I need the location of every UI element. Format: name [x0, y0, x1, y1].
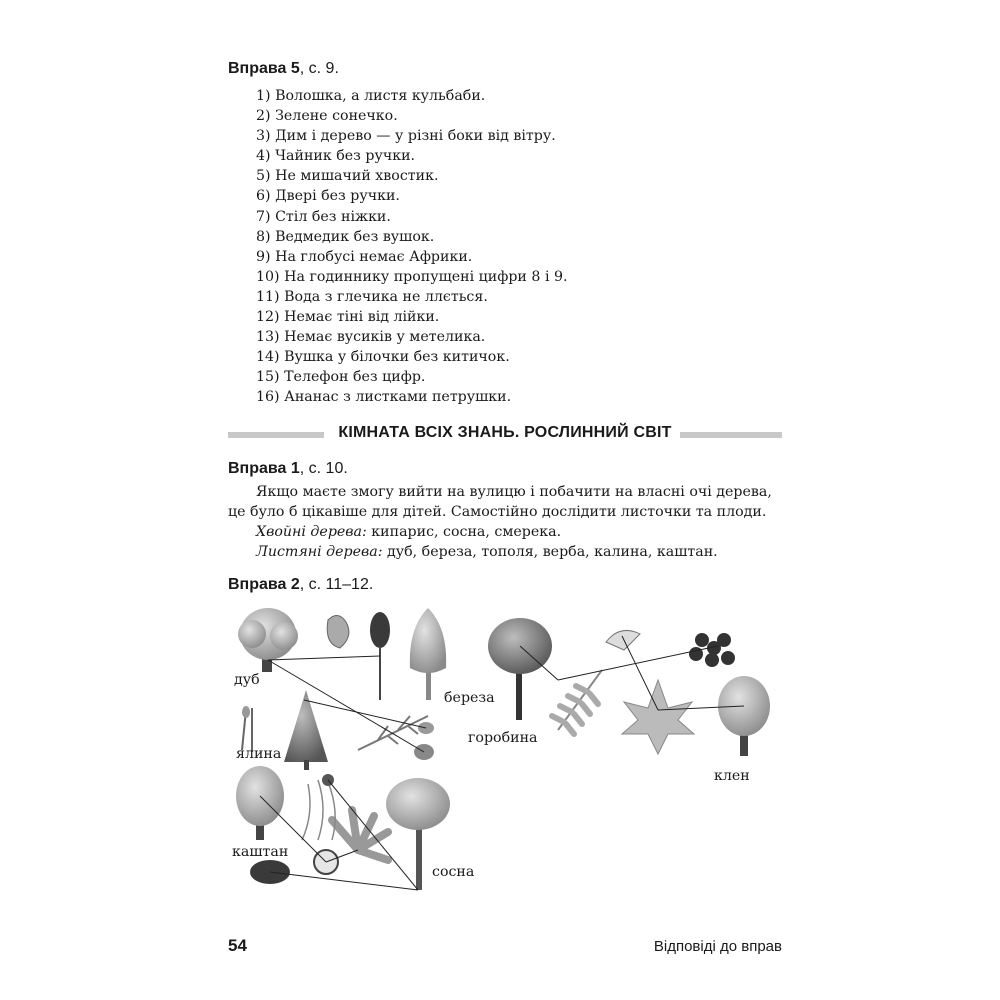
tree-illustration-svg — [228, 600, 788, 900]
conifer-line — [256, 524, 561, 540]
label-birch: береза — [444, 690, 495, 706]
exercise-2-page-ref: , с. 11–12. — [299, 576, 374, 593]
rowan-berries-icon — [689, 633, 735, 667]
tree-matching-illustration — [228, 600, 788, 900]
exercise-5-answer-list — [256, 86, 568, 408]
list-item: 7) Стіл без ніжки. — [256, 208, 391, 225]
label-oak: дуб — [234, 672, 260, 688]
list-item: 9) На глобусі немає Африки. — [256, 248, 473, 265]
list-item: 5) Не мишачий хвостик. — [256, 168, 439, 185]
exercise-1-heading — [228, 460, 348, 478]
oak-leaf-icon — [327, 615, 349, 648]
deciduous-label: Листяні дерева: — [256, 544, 383, 560]
list-item: 8) Ведмедик без вушок. — [256, 228, 435, 245]
list-item: 15) Телефон без цифр. — [256, 369, 426, 386]
list-item: 2) Зелене сонечко. — [256, 108, 398, 125]
label-chestnut: каштан — [232, 844, 289, 860]
deciduous-line — [256, 544, 718, 560]
list-item: 4) Чайник без ручки. — [256, 148, 416, 165]
deciduous-list: дуб, береза, тополя, верба, калина, каштан. — [382, 544, 718, 560]
label-fir: ялина — [236, 746, 282, 762]
section-title: КІМНАТА ВСІХ ЗНАНЬ. РОСЛИННИЙ СВІТ — [332, 424, 677, 441]
maple-seed-icon — [606, 630, 640, 650]
exercise-2-heading — [228, 576, 373, 594]
conifer-list: кипарис, сосна, смерека. — [366, 524, 562, 540]
rowan-tree-icon — [488, 618, 552, 720]
maple-leaf-icon — [622, 680, 694, 754]
list-item: 3) Дим і дерево — у різні боки від вітру. — [256, 128, 556, 145]
list-item: 10) На годиннику пропущені цифри 8 і 9. — [256, 268, 568, 285]
exercise-5-title: Вправа 5 — [228, 60, 300, 77]
label-rowan: горобина — [468, 730, 538, 746]
maple-tree-icon — [718, 676, 770, 756]
label-maple: клен — [714, 768, 750, 784]
exercise-5-page-ref: , с. 9. — [299, 60, 339, 77]
list-item: 16) Ананас з листками петрушки. — [256, 389, 512, 406]
exercise-1-line-2: це було б цікавіше для дітей. Самостійно дослідити листочки та плоди. — [228, 504, 767, 520]
conifer-label: Хвойні дерева: — [256, 524, 367, 540]
chestnut-tree-icon — [236, 766, 284, 840]
chestnut-leaf-icon — [332, 810, 388, 860]
section-title-bar — [228, 424, 782, 444]
oak-tree-icon — [238, 608, 298, 672]
page-number: 54 — [228, 936, 247, 955]
exercise-1-text — [228, 484, 788, 564]
list-item: 14) Вушка у білочки без китичок. — [256, 349, 510, 366]
label-pine: сосна — [432, 864, 475, 880]
exercise-2-title: Вправа 2 — [228, 576, 300, 593]
list-item: 13) Немає вусиків у метелика. — [256, 329, 486, 346]
exercise-1-page-ref: , с. 10. — [299, 460, 348, 477]
list-item: 6) Двері без ручки. — [256, 188, 400, 205]
list-item: 1) Волошка, а листя кульбаби. — [256, 88, 486, 104]
list-item: 11) Вода з глечика не ллється. — [256, 288, 488, 305]
exercise-1-line-1: Якщо маєте змогу вийти на вулицю і побачити на власні очі дерева, — [256, 484, 772, 500]
list-item: 12) Немає тіні від лійки. — [256, 309, 440, 326]
pine-needles-icon — [302, 774, 335, 840]
birch-tree-icon — [410, 608, 446, 700]
exercise-5-heading — [228, 60, 339, 78]
footer-running-title: Відповіді до вправ — [653, 938, 782, 955]
exercise-1-title: Вправа 1 — [228, 460, 300, 477]
fir-tree-icon — [284, 690, 328, 770]
